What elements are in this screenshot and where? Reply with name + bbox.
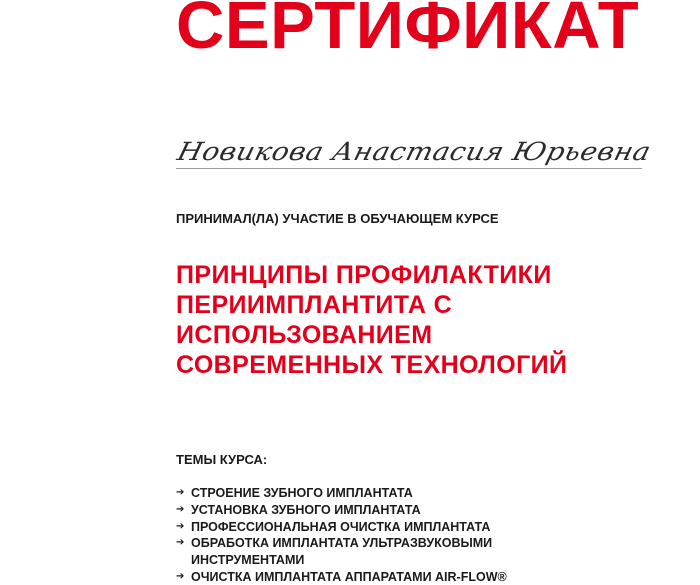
list-item: [176, 502, 507, 519]
course-title-line: ПЕРИИМПЛАНТИТА С: [176, 291, 453, 319]
topic-text: СТРОЕНИЕ ЗУБНОГО ИМПЛАНТАТА: [191, 486, 413, 500]
course-title-line: ИСПОЛЬЗОВАНИЕМ: [176, 321, 433, 349]
topic-text: ОЧИСТКА ИМПЛАНТАТА АППАРАТАМИ AIR-FLOW®: [191, 569, 507, 584]
topic-text: ПРОФЕССИОНАЛЬНАЯ ОЧИСТКА ИМПЛАНТАТА: [191, 519, 491, 534]
certificate-title: СЕРТИФИКАТ: [176, 0, 640, 63]
course-title-line: СОВРЕМЕННЫХ ТЕХНОЛОГИЙ: [176, 351, 568, 379]
arrow-right-icon: ➔: [176, 537, 185, 549]
list-item: [176, 535, 507, 569]
arrow-right-icon: ➔: [176, 570, 185, 582]
arrow-right-icon: ➔: [176, 520, 185, 532]
topic-text: ОБРАБОТКА ИМПЛАНТАТА УЛЬТРАЗВУКОВЫМИ: [191, 536, 493, 551]
topics-list: [176, 485, 507, 585]
arrow-right-icon: ➔: [176, 503, 185, 515]
list-item: [176, 569, 507, 585]
recipient-name-signature: Новикова Анастасия Юрьевна: [174, 137, 655, 166]
list-item: [176, 485, 507, 502]
participation-statement: ПРИНИМАЛ(ЛА) УЧАСТИЕ В ОБУЧАЮЩЕМ КУРСЕ: [176, 211, 499, 226]
course-title: [176, 260, 567, 380]
topics-heading: ТЕМЫ КУРСА:: [176, 452, 268, 467]
arrow-right-icon: ➔: [176, 487, 185, 498]
topic-text-continued: ИНСТРУМЕНТАМИ: [191, 553, 305, 568]
course-title-line: ПРИНЦИПЫ ПРОФИЛАКТИКИ: [176, 261, 552, 289]
name-underline: [176, 168, 642, 169]
list-item: [176, 519, 507, 536]
topic-text: УСТАНОВКА ЗУБНОГО ИМПЛАНТАТА: [191, 502, 421, 517]
